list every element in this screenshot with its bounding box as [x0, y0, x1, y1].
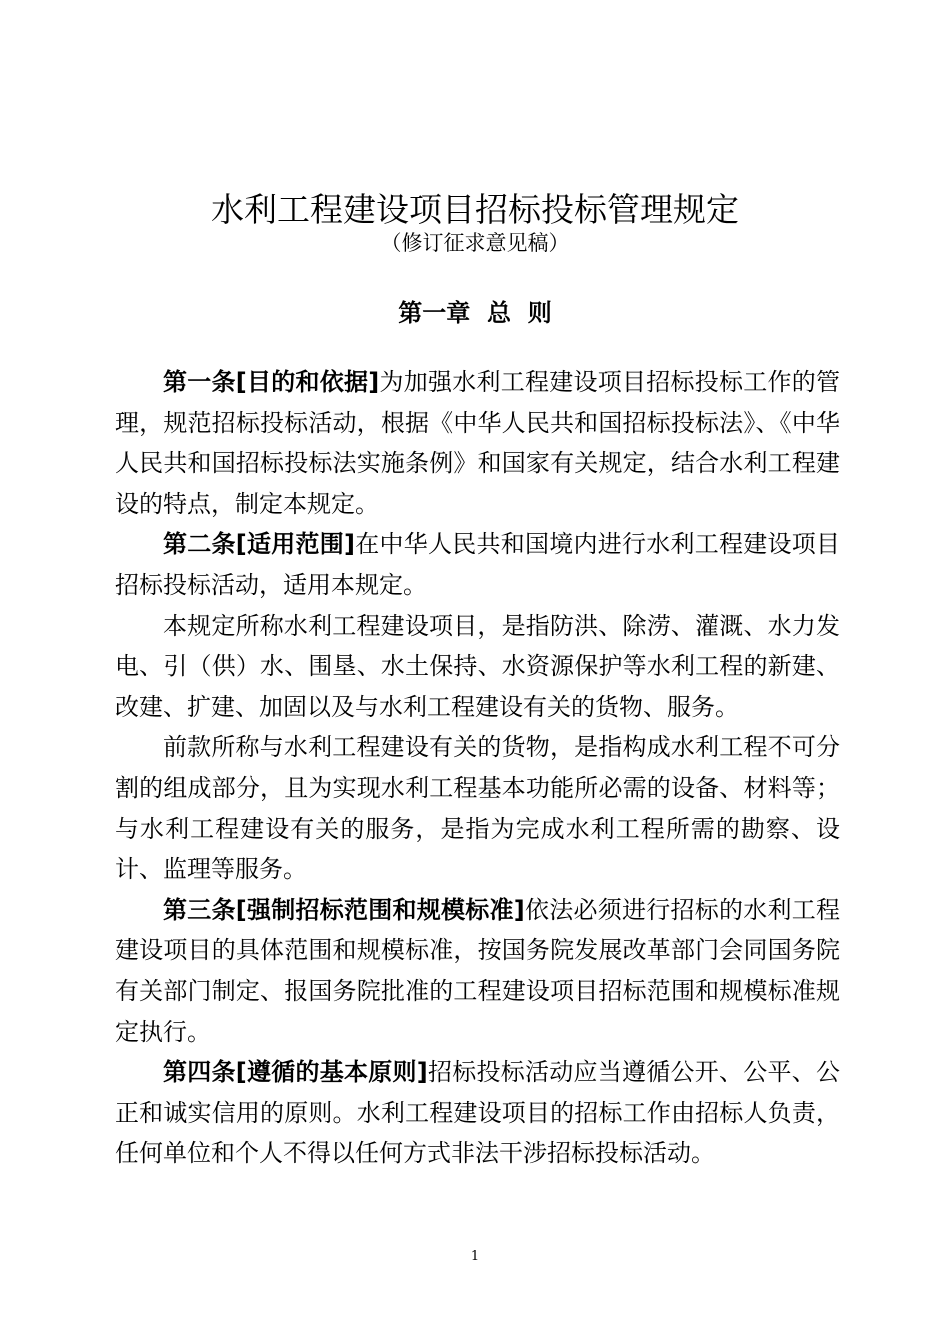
article-1-heading: 第一条[目的和依据]: [163, 368, 380, 396]
article-2-text: 在中华人民共和国境内进行水利工程建设项目招标投标活动，适用本规定。: [115, 530, 841, 599]
page-number: 1: [470, 1249, 480, 1264]
document-body: [115, 362, 840, 1174]
article-2-clause-3-text: 前款所称与水利工程建设有关的货物，是指构成水利工程不可分割的组成部分，且为实现水利工程基本功能所必需的设备、材料等；与水利工程建设有关的服务，是指为完成水利工程所需的勘察、设计、监理等服务。: [115, 733, 840, 884]
document-subtitle: （修订征求意见稿）: [380, 231, 570, 255]
document-title: 水利工程建设项目招标投标管理规定: [211, 190, 739, 229]
chapter-heading: 第一章 总 则: [398, 299, 552, 327]
article-2-paragraph: [115, 524, 840, 605]
article-4-paragraph: [115, 1052, 840, 1174]
article-3-heading: 第三条[强制招标范围和规模标准]: [163, 895, 525, 924]
article-1-text: 为加强水利工程建设项目招标投标工作的管理，规范招标投标活动，根据《中华人民共和国招标投标法》、《中华人民共和国招标投标法实施条例》和国家有关规定，结合水利工程建设的特点，制定本规定。: [115, 368, 841, 518]
article-2-clause-2-text: 本规定所称水利工程建设项目，是指防洪、除涝、灌溉、水力发电、引（供）水、围垦、水土保持、水资源保护等水利工程的新建、改建、扩建、加固以及与水利工程建设有关的货物、服务。: [115, 611, 840, 721]
article-2-clause-3: [115, 727, 840, 889]
article-3-paragraph: [115, 890, 840, 1052]
article-4-text: 招标投标活动应当遵循公开、公平、公正和诚实信用的原则。水利工程建设项目的招标工作由招标人负责，任何单位和个人不得以任何方式非法干涉招标投标活动。: [115, 1058, 841, 1168]
article-2-clause-2: [115, 606, 840, 728]
article-1-paragraph: [115, 362, 840, 524]
article-3-text: 依法必须进行招标的水利工程建设项目的具体范围和规模标准，按国务院发展改革部门会同国务院有关部门制定、报国务院批准的工程建设项目招标范围和规模标准规定执行。: [115, 895, 841, 1046]
article-4-heading: 第四条[遵循的基本原则]: [163, 1058, 428, 1087]
article-2-heading: 第二条[适用范围]: [163, 530, 355, 559]
